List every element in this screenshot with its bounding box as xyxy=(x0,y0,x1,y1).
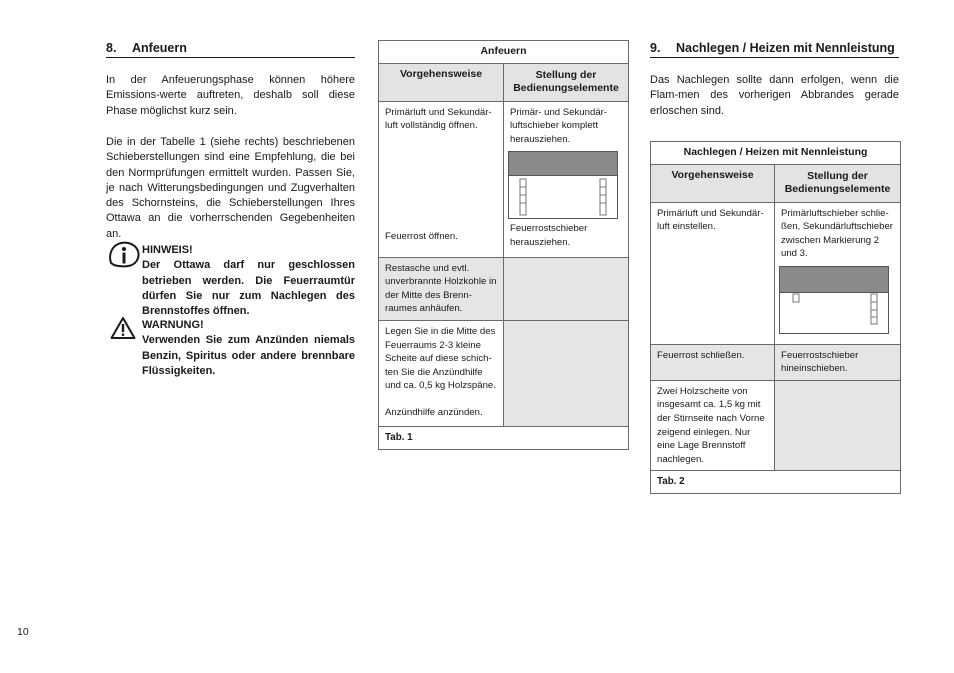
warnung-notice xyxy=(142,318,355,379)
table-2-row-3-right xyxy=(775,380,901,471)
table-1-caption: Anfeuern xyxy=(379,41,629,64)
section-8-number: 8. xyxy=(106,41,117,55)
hinweis-title: HINWEIS! xyxy=(142,244,193,256)
table-1-row-3-left xyxy=(379,320,504,426)
table-1-footer: Tab. 1 xyxy=(379,426,629,449)
stove-slider-diagram-closed xyxy=(779,266,889,334)
table-2-row-1-right-text: Primärluftschieber schlie-ßen, Sekundärluftschieber zwischen Markierung 2 und 3. xyxy=(781,207,893,260)
hinweis-notice xyxy=(142,243,355,319)
table-1-header-procedure: Vorgehensweise xyxy=(379,63,504,101)
table-2-row-1-left: Primärluft und Sekundär-luft einstellen. xyxy=(651,202,775,344)
table-1-row-1-right xyxy=(504,101,629,257)
section-9-number: 9. xyxy=(650,41,661,55)
table-1-row-3-left-a: Legen Sie in die Mitte des Feuerraums 2-3 kleine Scheite auf diese schich-ten Sie die Anzündhilfe und ca. 0,5 kg Holzspäne. xyxy=(385,325,496,392)
section-8-title: Anfeuern xyxy=(132,41,187,55)
table-2-header-controls: Stellung der Bedienungselemente xyxy=(775,164,901,202)
table-1-row-1-left-a: Primärluft und Sekundär-luft vollständig öffnen. xyxy=(385,106,492,132)
section-8-paragraph-2: Die in der Tabelle 1 (siehe rechts) beschriebenen Schieberstellungen sind eine Empfehlung, die bei den Normprüfungen ermittelt wurden. Passen Sie, je nach Witterungsbedingungen und Zugverhalten des Schornsteins, die Schieberstellungen Ihres Ottawa an die vorherrschenden Gegebenheiten an. xyxy=(106,136,355,240)
table-1 xyxy=(378,40,629,450)
table-1-row-1-left xyxy=(379,101,504,257)
info-icon xyxy=(108,241,140,269)
table-1-row-1-right-a: Primär- und Sekundär-luftschieber komplett herausziehen. xyxy=(510,106,608,145)
warnung-text: Verwenden Sie zum Anzünden niemals Benzin, Spiritus oder andere brennbare Flüssigkeiten. xyxy=(142,334,355,377)
table-1-row-3-left-b: Anzündhilfe anzünden. xyxy=(385,406,483,418)
table-1-row-2-right xyxy=(504,257,629,320)
table-2-header-procedure: Vorgehensweise xyxy=(651,164,775,202)
warning-triangle-icon xyxy=(110,316,136,340)
table-1-row-1-right-b: Feuerrostschieber herausziehen. xyxy=(510,223,588,248)
table-2-row-3-left: Zwei Holzscheite von insgesamt ca. 1,5 kg mit der Stirnseite nach Vorne zeigend einlegen. Nur eine Lage Brennstoff nachlegen. xyxy=(651,380,775,471)
table-2 xyxy=(650,141,901,494)
stove-slider-diagram-open xyxy=(508,151,618,219)
section-8-heading xyxy=(106,41,355,58)
warnung-title: WARNUNG! xyxy=(142,319,204,331)
table-1-row-2-left: Restasche und evtl. unverbrannte Holzkohle in der Mitte des Brenn-raumes anhäufen. xyxy=(379,257,504,320)
table-1-row-1-left-b: Feuerrost öffnen. xyxy=(385,231,458,242)
table-2-row-2-left: Feuerrost schließen. xyxy=(651,344,775,380)
section-9-title: Nachlegen / Heizen mit Nennleistung xyxy=(676,41,895,55)
table-2-footer: Tab. 2 xyxy=(651,471,901,494)
table-2-row-1-right xyxy=(775,202,901,344)
page-number: 10 xyxy=(17,626,29,638)
table-2-caption: Nachlegen / Heizen mit Nennleistung xyxy=(651,142,901,165)
hinweis-text: Der Ottawa darf nur geschlossen betrieben werden. Die Feuerraumtür dürfen Sie nur zum Nachlegen des Brennstoffes öffnen. xyxy=(142,259,355,318)
section-9-paragraph-1: Das Nachlegen sollte dann erfolgen, wenn die Flam-men des vorherigen Abbrandes gerade erloschen sind. xyxy=(650,74,899,117)
table-2-row-2-right: Feuerrostschieber hineinschieben. xyxy=(775,344,901,380)
table-1-header-controls: Stellung der Bedienungselemente xyxy=(504,63,629,101)
section-9-heading xyxy=(650,41,899,58)
section-8-paragraph-1: In der Anfeuerungsphase können höhere Emissions-werte auftreten, deshalb soll diese Phase möglichst kurz sein. xyxy=(106,74,355,117)
table-1-row-3-right xyxy=(504,320,629,426)
